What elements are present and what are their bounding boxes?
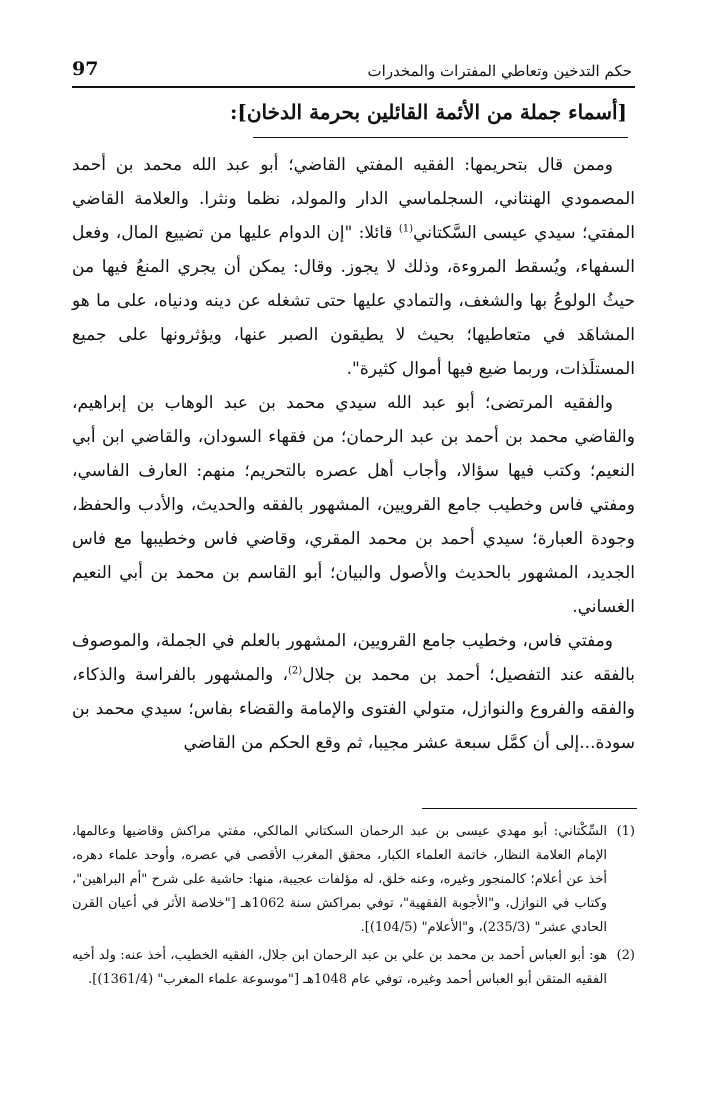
footnote-text: السِّكْتاني: أبو مهدي عيسى بن عبد الرحمان السكتاني المالكي، مفتي مراكش وقاضيها وعالمها، الإمام العلامة النظار، خاتمة العلماء الكبار، محقق المغرب الأقصى في عصره، وأوحد علماء دهره، أخذ عن أعلام؛ كالمنجور وغيره، وعنه خلق، له مؤلفات عجيبة، منها: حاشية على شرح "أم البراهين"، وكتاب في النوازل، و"الأجوبة الفقهية"، توفي بمراكش سنة 1062هـ ["خلاصة الأثر في أعيان القرن الحادي عشر" (235/3)، و"الأعلام" (104/5)]. (72, 824, 607, 935)
footnote-ref-1: (1) (398, 223, 414, 235)
header-divider (72, 86, 635, 88)
paragraph-1-text: وممن قال بتحريمها: الفقيه المفتي القاضي؛ أبو عبد الله محمد بن أحمد المصمودي الهنتاني، السجلماسي الدار والمولد، نظما ونثرا. والعلامة القاضي المفتي؛ سيدي عيسى السَّكتاني (72, 155, 636, 243)
footnote-2 (72, 944, 635, 992)
paragraph-1 (72, 148, 635, 386)
body-text (72, 148, 635, 760)
footnote-number: (2) (616, 948, 635, 963)
paragraph-3 (72, 624, 635, 760)
paragraph-1-continuation: قائلا: "إن الدوام عليها من تضييع المال، وفعل السفهاء، ويُسقط المروءة، وذلك لا يجوز. وقال: يمكن أن يجري المنعُ فيها من حيثُ الولوعُ بها والشغف، والتمادي عليها حتى تشغله عن دينه ودنياه، على ما هو المشاهَد في متعاطيها؛ بحيث لا يطيقون الصبر عنها، ويؤثرونها على جميع المستلَذات، وربما ضيع فيها أموال كثيرة". (72, 223, 635, 379)
section-title: [أسماء جملة من الأئمة القائلين بحرمة الدخان]: (229, 100, 627, 124)
paragraph-3-continuation: ، والمشهور بالفراسة والذكاء، والفقه والفروع والنوازل، متولي الفتوى والإمامة والقضاء بفاس؛ سيدي محمد بن سودة...إلى أن كمَّل سبعة عشر مجيبا، ثم وقع الحكم من القاضي (72, 665, 635, 753)
paragraph-2-text: والفقيه المرتضى؛ أبو عبد الله سيدي محمد بن عبد الوهاب بن إبراهيم، والقاضي محمد بن أحمد بن عبد الرحمان؛ من فقهاء السودان، والقاضي ابن أبي النعيم؛ وكتب فيها سؤالا، وأجاب أهل عصره بالتحريم؛ منهم: العارف الفاسي، ومفتي فاس وخطيب جامع القرويين، المشهور بالفقه والحديث، والأدب والحفظ، وجودة العبارة؛ سيدي أحمد بن محمد المقري، وقاضي فاس وخطيبها مع فاس الجديد، المشهور بالحديث والأصول والبيان؛ أبو القاسم بن محمد بن أبي النعيم الغساني. (72, 393, 635, 617)
section-title-underline (253, 137, 628, 138)
page-number: 97 (72, 58, 99, 80)
paragraph-3-text: ومفتي فاس، وخطيب جامع القرويين، المشهور بالعلم في الجملة، والموصوف بالفقه عند التفصيل؛ أحمد بن محمد بن جلال (72, 631, 636, 685)
footnote-1 (72, 820, 635, 940)
page-header (72, 58, 632, 84)
footnote-divider (422, 808, 637, 809)
footnote-text: هو: أبو العباس أحمد بن محمد بن علي بن عبد الرحمان ابن جلال، الفقيه الخطيب، أخذ عنه: ولد أخيه الفقيه المتقن أبو العباس أحمد وغيره، توفي عام 1048هـ ["موسوعة علماء المغرب" (1361/4)]. (72, 948, 607, 987)
paragraph-2 (72, 386, 635, 624)
footnote-ref-2: (2) (287, 665, 303, 677)
running-title: حكم التدخين وتعاطي المفترات والمخدرات (367, 62, 632, 80)
footnote-number: (1) (616, 824, 635, 839)
footnotes (72, 820, 635, 996)
